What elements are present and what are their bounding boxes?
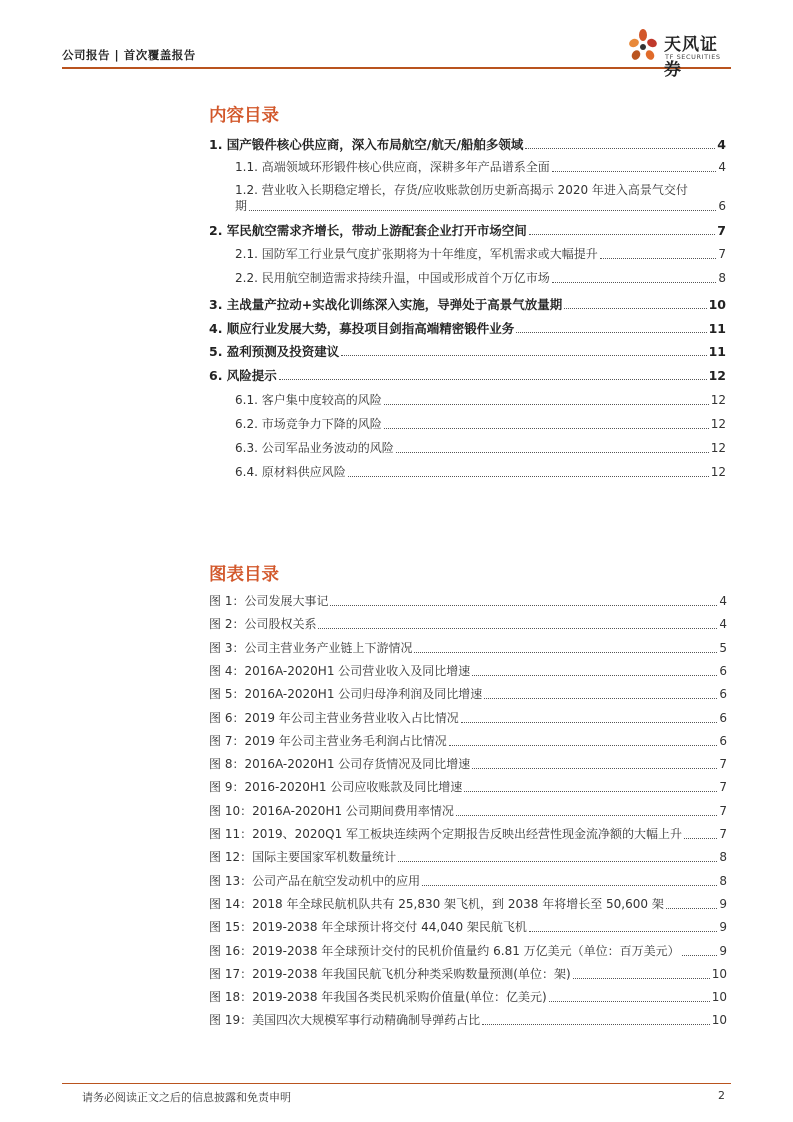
figure-entry[interactable]: 图 13：公司产品在航空发动机中的应用 8 — [209, 873, 727, 888]
toc-entry[interactable]: 5. 盈利预测及投资建议 11 — [209, 344, 726, 359]
figure-entry[interactable]: 图 19：美国四次大规模军事行动精确制导弹药占比 10 — [209, 1013, 727, 1028]
footer-divider — [62, 1083, 731, 1084]
figure-entry[interactable]: 图 4：2016A-2020H1 公司营业收入及同比增速 6 — [209, 663, 727, 678]
figure-entry[interactable]: 图 16：2019-2038 年全球预计交付的民机价值量约 6.81 万亿美元（单位：百万美元） 9 — [209, 943, 727, 958]
figure-entry[interactable]: 图 8：2016A-2020H1 公司存货情况及同比增速 7 — [209, 757, 727, 772]
toc-entry-text-line1[interactable]: 1.2. 营业收入长期稳定增长，存货/应收账款创历史新高揭示 2020 年进入高景气交付 — [235, 183, 688, 197]
figure-entry[interactable]: 图 15：2019-2038 年全球预计将交付 44,040 架民航飞机 9 — [209, 920, 727, 935]
figures-title: 图表目录 — [209, 565, 279, 585]
figure-entry[interactable]: 图 9：2016-2020H1 公司应收账款及同比增速 7 — [209, 780, 727, 795]
logo-name-cn: 天风证券 — [664, 35, 718, 80]
figure-entry[interactable]: 图 5：2016A-2020H1 公司归母净利润及同比增速 6 — [209, 687, 727, 702]
footer-disclaimer: 请务必阅读正文之后的信息披露和免责申明 — [82, 1091, 291, 1104]
figure-entry[interactable]: 图 1：公司发展大事记 4 — [209, 594, 727, 608]
toc-entry[interactable]: 2.1. 国防军工行业景气度扩张期将为十年维度，军机需求或大幅提升 7 — [235, 247, 726, 261]
toc-entry[interactable]: 1. 国产锻件核心供应商，深入布局航空/航天/船舶多领域 4 — [209, 137, 726, 152]
company-logo — [625, 28, 735, 80]
toc-entry[interactable]: 2.2. 民用航空制造需求持续升温，中国或形成首个万亿市场 8 — [235, 271, 726, 285]
toc-entry[interactable]: 6.3. 公司军品业务波动的风险 12 — [235, 441, 726, 455]
toc-entry[interactable]: 2. 军民航空需求齐增长，带动上游配套企业打开市场空间 7 — [209, 223, 726, 238]
toc-entry[interactable]: 期 6 — [235, 199, 726, 213]
toc-entry[interactable]: 6.2. 市场竞争力下降的风险 12 — [235, 417, 726, 431]
figure-entry[interactable]: 图 18：2019-2038 年我国各类民机采购价值量(单位：亿美元) 10 — [209, 990, 727, 1005]
toc-entry[interactable]: 3. 主战量产拉动+实战化训练深入实施，导弹处于高景气放量期 10 — [209, 297, 726, 312]
header-report-type: 公司报告 | 首次覆盖报告 — [62, 48, 196, 62]
figure-entry[interactable]: 图 2：公司股权关系 4 — [209, 617, 727, 632]
figure-entry[interactable]: 图 14：2018 年全球民航机队共有 25,830 架飞机，到 2038 年将增长至 50,600 架 9 — [209, 896, 727, 911]
figure-entry[interactable]: 图 3：公司主营业务产业链上下游情况 5 — [209, 640, 727, 655]
figure-entry[interactable]: 图 6：2019 年公司主营业务营业收入占比情况 6 — [209, 710, 727, 725]
toc-entry[interactable]: 1.1. 高端领域环形锻件核心供应商，深耕多年产品谱系全面 4 — [235, 160, 726, 174]
logo-flower-icon — [625, 28, 661, 66]
toc-entry[interactable]: 6.4. 原材料供应风险 12 — [235, 465, 726, 479]
figure-entry[interactable]: 图 17：2019-2038 年我国民航飞机分种类采购数量预测(单位：架) 10 — [209, 966, 727, 981]
figure-entry[interactable]: 图 11：2019、2020Q1 军工板块连续两个定期报告反映出经营性现金流净额的大幅上升 7 — [209, 827, 727, 841]
figure-entry[interactable]: 图 12：国际主要国家军机数量统计 8 — [209, 850, 727, 865]
toc-entry[interactable]: 4. 顺应行业发展大势，募投项目剑指高端精密锻件业务 11 — [209, 321, 726, 336]
logo-name-en: TF SECURITIES — [665, 53, 721, 61]
header-divider — [62, 67, 731, 69]
footer-page-number: 2 — [718, 1089, 725, 1102]
toc-title: 内容目录 — [209, 106, 279, 126]
toc-entry[interactable]: 6.1. 客户集中度较高的风险 12 — [235, 393, 726, 407]
toc-entry[interactable]: 6. 风险提示 12 — [209, 368, 726, 383]
figure-entry[interactable]: 图 10：2016A-2020H1 公司期间费用率情况 7 — [209, 803, 727, 818]
figure-entry[interactable]: 图 7：2019 年公司主营业务毛利润占比情况 6 — [209, 733, 727, 748]
